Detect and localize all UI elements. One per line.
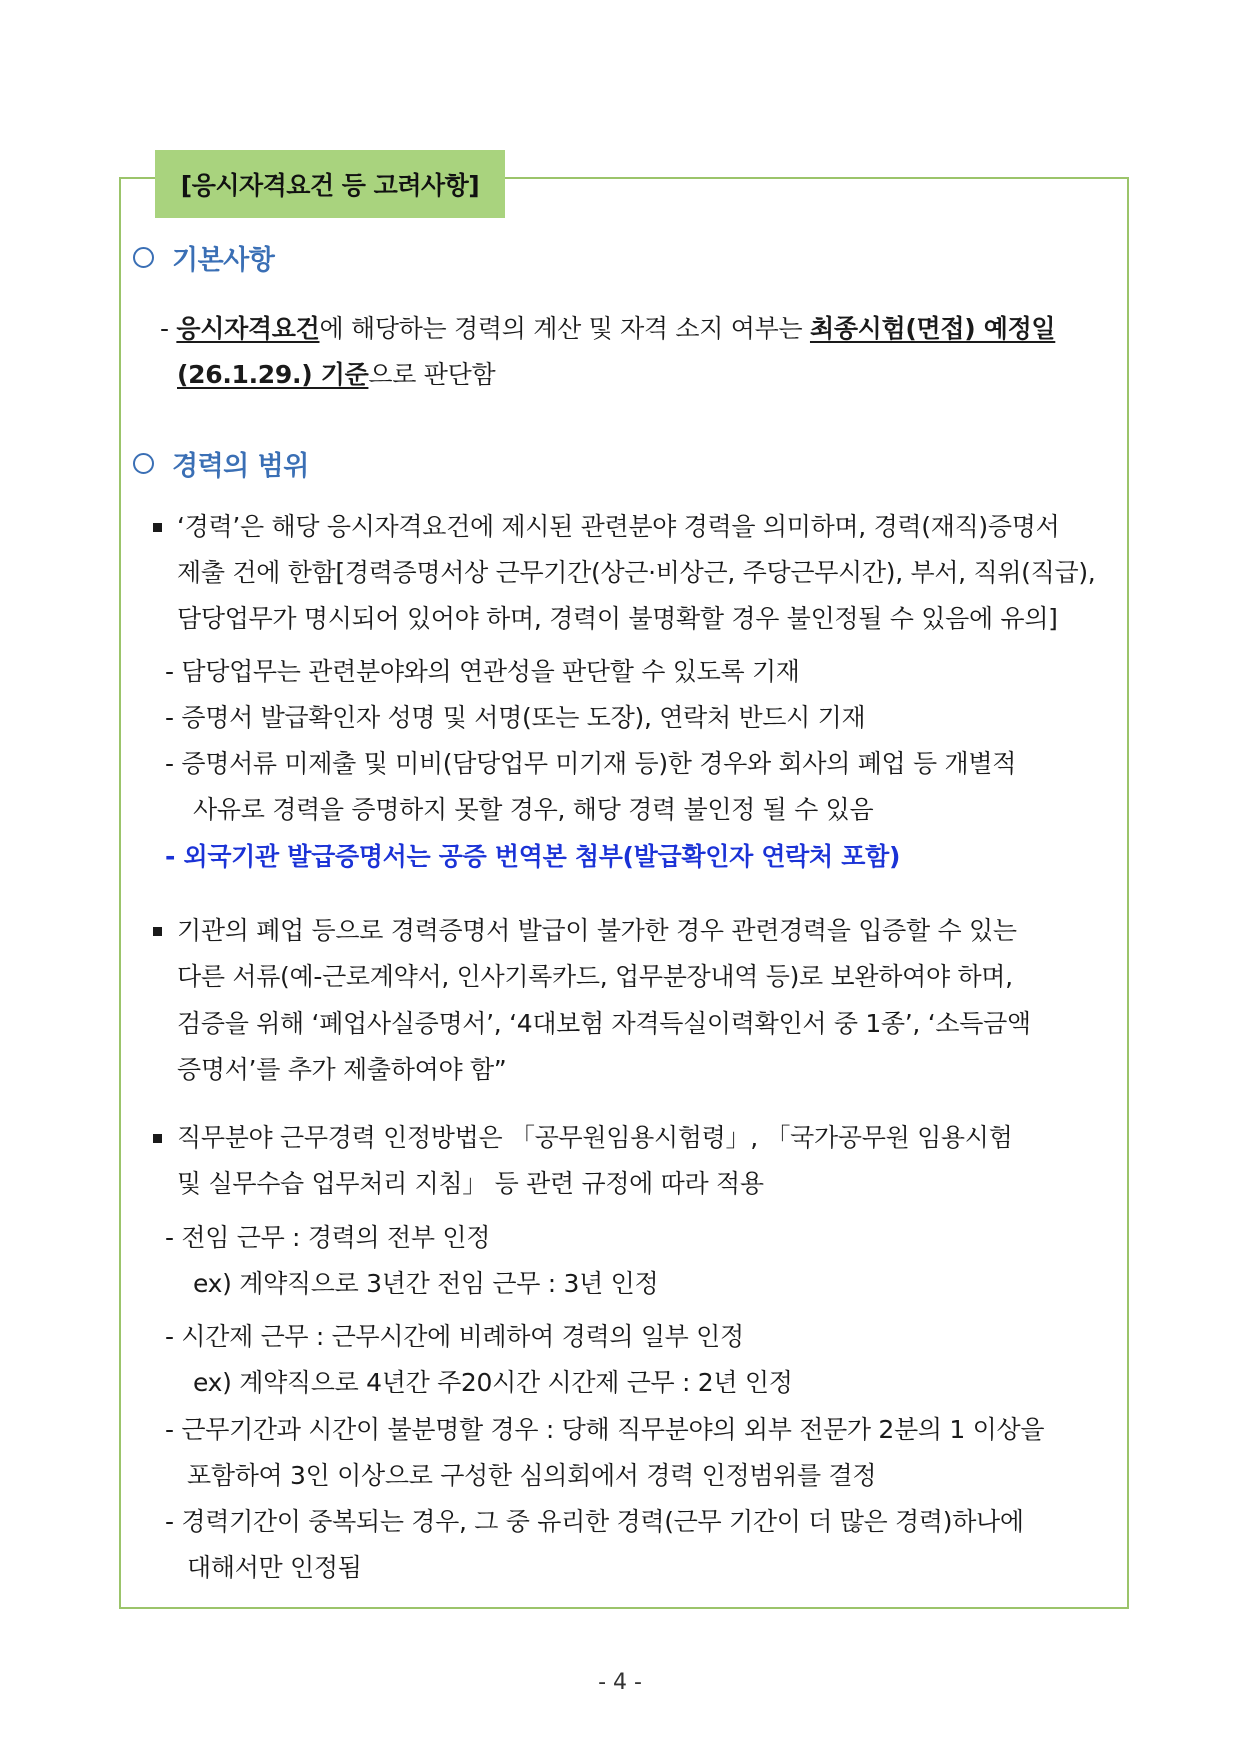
p3-line-2: 및 실무수습 업무처리 지침」 등 관련 규정에 따라 적용 bbox=[177, 1169, 764, 1198]
basic-line-1 bbox=[160, 312, 1055, 346]
p3-sub-1-example: ex) 계약직으로 3년간 전임 근무 : 3년 인정 bbox=[193, 1269, 659, 1298]
p1-line-3: 담당업무가 명시되어 있어야 하며, 경력이 불명확할 경우 불인정될 수 있음에 유의] bbox=[177, 604, 1058, 633]
p2-line-2: 다른 서류(예-근로계약서, 인사기록카드, 업무분장내역 등)로 보완하여야 하며, bbox=[177, 962, 1013, 991]
p2-line-1: 기관의 폐업 등으로 경력증명서 발급이 불가한 경우 관련경력을 입증할 수 있는 bbox=[177, 916, 1017, 945]
section-heading-career-label: 경력의 범위 bbox=[172, 451, 309, 482]
circle-bullet-icon bbox=[133, 247, 154, 268]
p3-sub-4-cont: 대해서만 인정됨 bbox=[187, 1553, 362, 1582]
square-bullet-icon bbox=[153, 927, 162, 936]
basic-line-2 bbox=[177, 358, 495, 392]
p1-sub-2: - 증명서 발급확인자 성명 및 서명(또는 도장), 연락처 반드시 기재 bbox=[165, 703, 866, 732]
box-title: [응시자격요건 등 고려사항] bbox=[155, 150, 505, 218]
p3-sub-2-example: ex) 계약직으로 4년간 주20시간 시간제 근무 : 2년 인정 bbox=[193, 1368, 793, 1397]
section-heading-career bbox=[133, 444, 309, 483]
circle-bullet-icon bbox=[133, 453, 154, 474]
p2-line-3: 검증을 위해 ‘폐업사실증명서’, ‘4대보험 자격득실이력확인서 중 1종’, ‘소득금액 bbox=[177, 1009, 1031, 1038]
page-number: - 4 - bbox=[598, 1670, 642, 1695]
p3-sub-3-cont: 포함하여 3인 이상으로 구성한 심의회에서 경력 인정범위를 결정 bbox=[187, 1461, 877, 1490]
basic-line-1-text: 에 해당하는 경력의 계산 및 자격 소지 여부는 bbox=[319, 314, 810, 343]
p1-sub-3-cont: 사유로 경력을 증명하지 못할 경우, 해당 경력 불인정 될 수 있음 bbox=[193, 795, 874, 824]
highlight-date-basis: (26.1.29.) 기준 bbox=[177, 360, 369, 389]
p1-sub-1: - 담당업무는 관련분야와의 연관성을 판단할 수 있도록 기재 bbox=[165, 657, 800, 686]
p3-sub-2: - 시간제 근무 : 근무시간에 비례하여 경력의 일부 인정 bbox=[165, 1322, 744, 1351]
p2-line-4: 증명서’를 추가 제출하여야 함” bbox=[177, 1055, 507, 1084]
highlight-exam-date: 최종시험(면접) 예정일 bbox=[809, 314, 1056, 343]
section-heading-basic bbox=[133, 238, 274, 277]
p3-sub-3: - 근무기간과 시간이 불분명할 경우 : 당해 직무분야의 외부 전문가 2분의 1 이상을 bbox=[165, 1415, 1045, 1444]
p1-sub-3: - 증명서류 미제출 및 미비(담당업무 미기재 등)한 경우와 회사의 폐업 등 개별적 bbox=[165, 749, 1017, 778]
square-bullet-icon bbox=[153, 1134, 162, 1143]
p3-sub-1: - 전임 근무 : 경력의 전부 인정 bbox=[165, 1223, 491, 1252]
p1-line-1: ‘경력’은 해당 응시자격요건에 제시된 관련분야 경력을 의미하며, 경력(재직)증명서 bbox=[177, 512, 1060, 541]
basic-line-2-text: 으로 판단함 bbox=[368, 360, 496, 389]
section-heading-basic-label: 기본사항 bbox=[172, 245, 275, 276]
p3-sub-4: - 경력기간이 중복되는 경우, 그 중 유리한 경력(근무 기간이 더 많은 경력)하나에 bbox=[165, 1507, 1024, 1536]
highlight-qualification: 응시자격요건 bbox=[176, 314, 320, 343]
dash: - bbox=[160, 314, 177, 343]
p1-foreign-note: - 외국기관 발급증명서는 공증 번역본 첨부(발급확인자 연락처 포함) bbox=[165, 842, 901, 871]
p1-line-2: 제출 건에 한함[경력증명서상 근무기간(상근·비상근, 주당근무시간), 부서, 직위(직급), bbox=[177, 558, 1096, 587]
square-bullet-icon bbox=[153, 523, 162, 532]
p3-line-1: 직무분야 근무경력 인정방법은 「공무원임용시험령」, 「국가공무원 임용시험 bbox=[177, 1123, 1013, 1152]
